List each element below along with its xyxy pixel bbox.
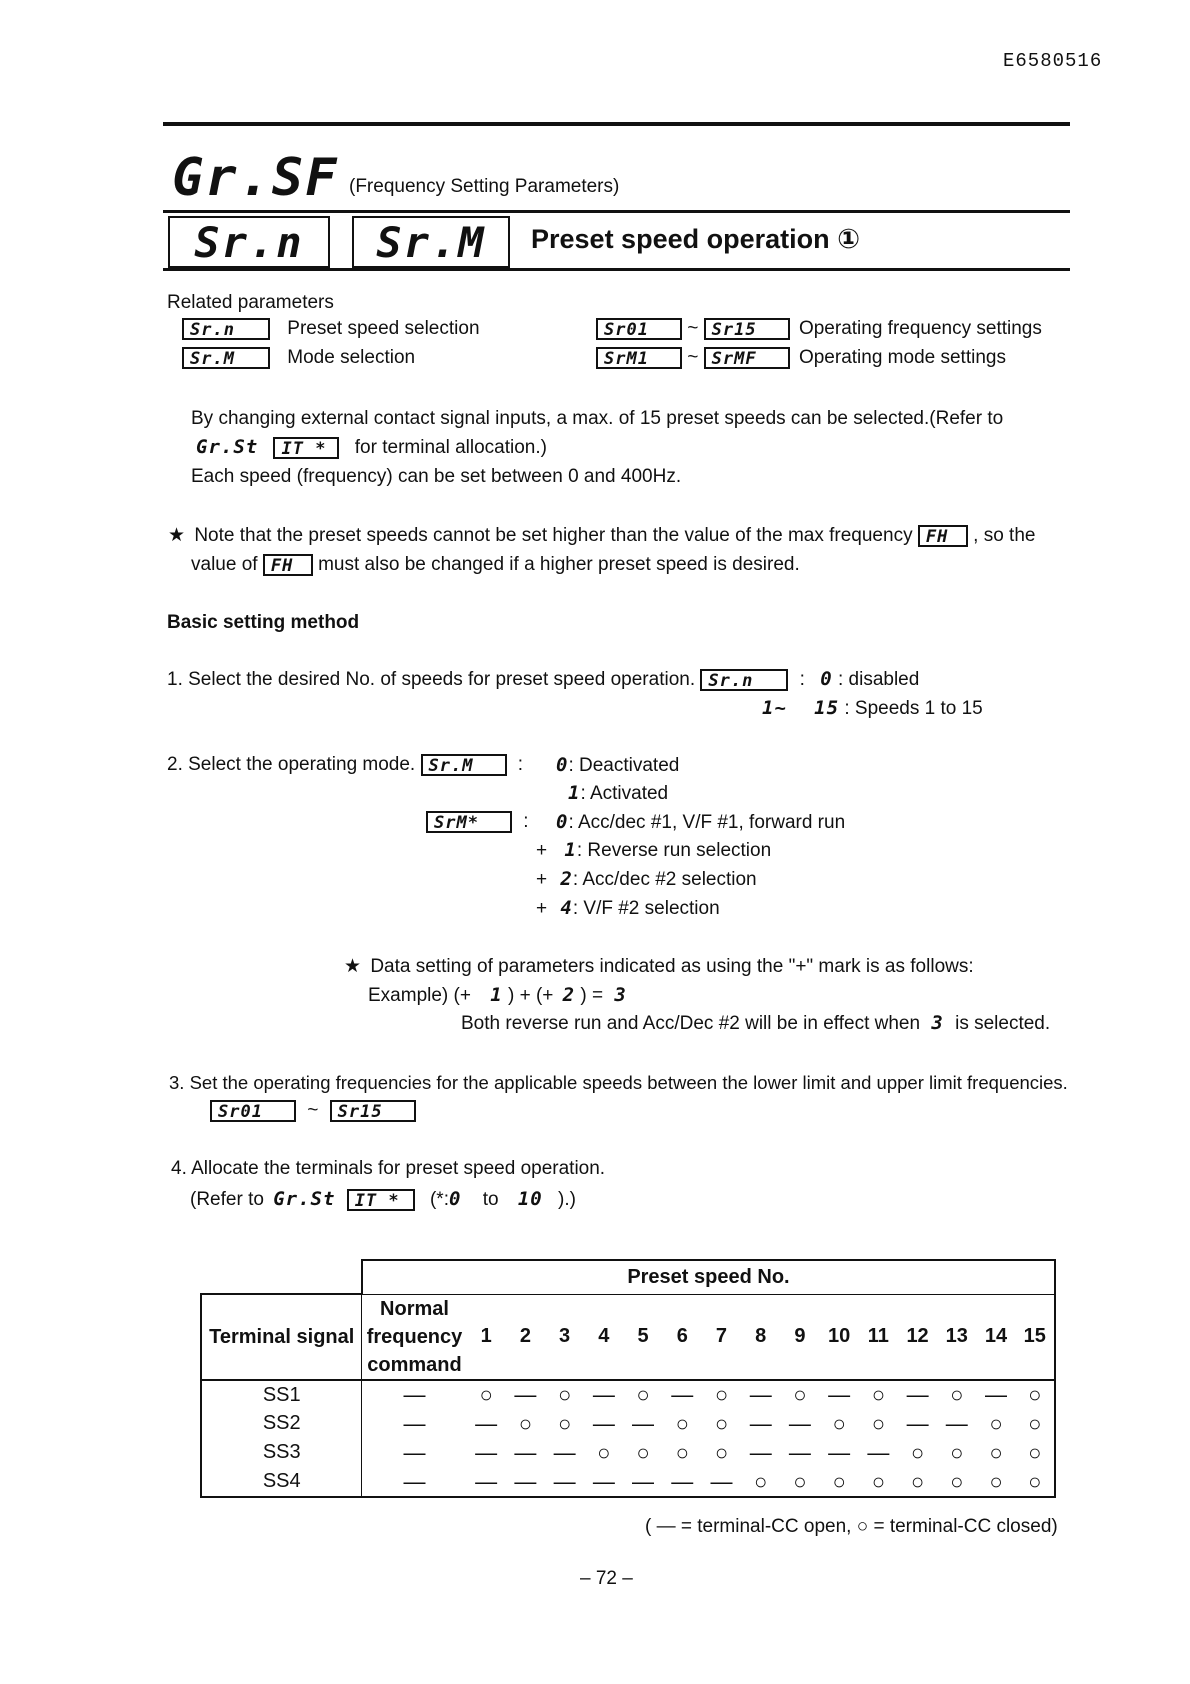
column-header-normal: Normal frequency command [362,1294,467,1380]
step-3: 3. Set the operating frequencies for the applicable speeds between the lower limit and upper limit frequencies. [169,1072,1068,1093]
mode-option: 0: Acc/dec #1, V/F #1, forward run [556,811,846,833]
terminal-signal: SS1 [201,1380,362,1409]
terminal-signal: SS3 [201,1438,362,1467]
table-row: SS2 — — ○ ○ — — ○ ○ — — ○ ○ — — ○ ○ [201,1409,1055,1438]
speed-header: 3 [545,1294,584,1380]
preset-speed-table [200,1259,1056,1498]
parameter-box-srm: Sr.M [352,216,510,268]
example-line: Example) (+ 1 ) + (+ 2 ) = 3 [368,984,627,1006]
related-heading: Related parameters [167,292,334,313]
document-code: E6580516 [1003,50,1103,72]
table-row: SS1 — ○ — ○ — ○ — ○ — ○ — ○ — ○ — ○ [201,1380,1055,1409]
parameter-box-srn: Sr.n [168,216,330,268]
related-range: SrM1 ~ SrMF Operating mode settings [596,347,1006,369]
speed-header: 11 [859,1294,898,1380]
speed-header: 1 [467,1294,506,1380]
intro-line: Gr.St IT * for terminal allocation.) [196,436,547,459]
speed-header: 4 [584,1294,623,1380]
step-1-range: 1~ 15 : Speeds 1 to 15 [762,697,983,719]
star-icon: ★ [168,525,186,546]
speed-header: 13 [937,1294,976,1380]
speed-header: 2 [506,1294,545,1380]
title-top-rule [163,210,1070,213]
top-rule [163,122,1070,126]
related-range: Sr01 ~ Sr15 Operating frequency settings [596,318,1042,340]
speed-header: 9 [780,1294,819,1380]
section-subtitle: (Frequency Setting Parameters) [349,176,620,197]
speed-header: 5 [623,1294,662,1380]
speed-header: 6 [663,1294,702,1380]
step-2: 2. Select the operating mode. Sr.M : [167,754,524,776]
speed-header: 10 [820,1294,859,1380]
mode-option: 0: Deactivated [556,754,680,776]
table-legend: ( — = terminal-CC open, ○ = terminal-CC closed) [645,1516,1058,1537]
speed-header: 7 [702,1294,741,1380]
mode-option: + 1: Reverse run selection [536,839,772,861]
section-heading: Basic setting method [167,612,360,633]
table-row: SS4 — — — — — — — — ○ ○ ○ ○ ○ ○ ○ ○ [201,1467,1055,1497]
note-line: ★ Data setting of parameters indicated as using the "+" mark is as follows: [344,956,974,977]
intro-line: Each speed (frequency) can be set between 0 and 400Hz. [191,466,682,487]
page-title: Preset speed operation ① [531,224,860,254]
speed-header: 8 [741,1294,780,1380]
speed-header: 15 [1016,1294,1055,1380]
mode-option: + 4: V/F #2 selection [536,897,720,919]
intro-line: By changing external contact signal inputs, a max. of 15 preset speeds can be selected.(Refer to [191,408,1004,429]
step-1: 1. Select the desired No. of speeds for preset speed operation. Sr.n : 0 : disabled [167,668,920,691]
mode-box: SrM* : [426,811,529,833]
table-group-header: Preset speed No. [362,1260,1055,1294]
page-number: – 72 – [580,1568,633,1589]
terminal-signal: SS2 [201,1409,362,1438]
note-line: value of FH must also be changed if a higher preset speed is desired. [191,554,800,576]
title-bottom-rule [163,268,1070,271]
related-item: Sr.M Mode selection [182,347,415,369]
star-icon: ★ [344,956,362,977]
step-4-reference: (Refer to Gr.St IT * (*:0 to 10 ).) [190,1188,576,1211]
speed-header: 14 [976,1294,1015,1380]
related-item: Sr.n Preset speed selection [182,318,480,340]
step-3-range: Sr01 ~ Sr15 [210,1100,416,1122]
mode-option: 1: Activated [568,782,669,804]
speed-header: 12 [898,1294,937,1380]
mode-option: + 2: Acc/dec #2 selection [536,868,757,890]
section-code: Gr.SF [172,148,339,208]
table-row: SS3 — — — — ○ ○ ○ ○ — — — — ○ ○ ○ ○ [201,1438,1055,1467]
column-header-terminal-signal: Terminal signal [201,1294,362,1380]
step-4: 4. Allocate the terminals for preset speed operation. [171,1158,606,1179]
note-line: ★ Note that the preset speeds cannot be set higher than the value of the max frequency FH , so the [168,525,1036,547]
example-note: Both reverse run and Acc/Dec #2 will be in effect when 3 is selected. [461,1012,1051,1034]
terminal-signal: SS4 [201,1467,362,1497]
